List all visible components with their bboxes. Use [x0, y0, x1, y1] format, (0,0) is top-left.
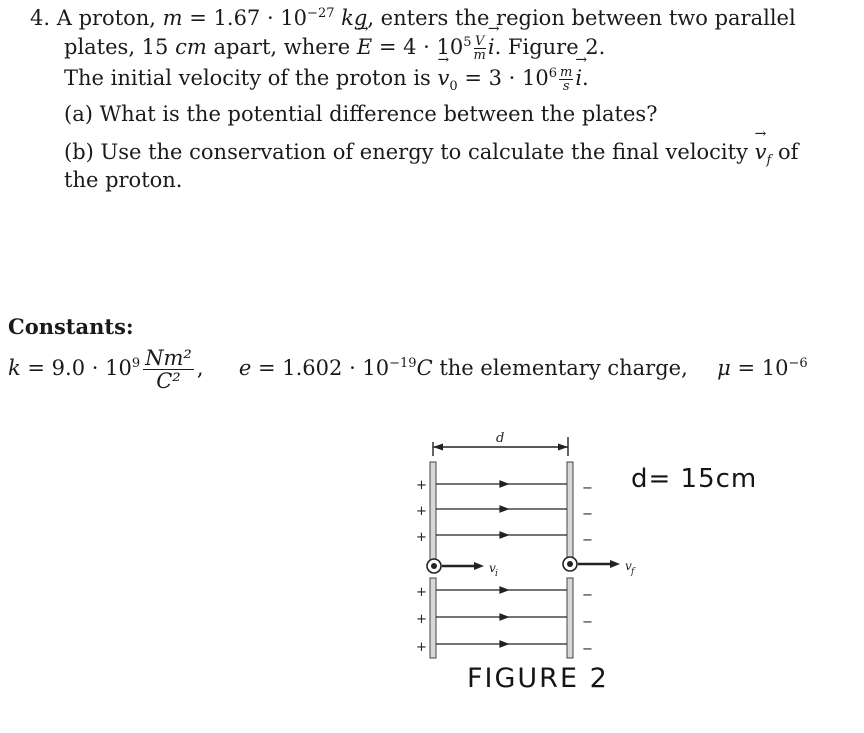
constants-heading: Constants: — [8, 314, 134, 339]
positive-plate-upper — [430, 462, 436, 560]
field-arrow — [500, 532, 508, 538]
plus-sign: + — [416, 585, 427, 600]
part-b-line-1: (b) Use the conservation of energy to calculate the final velocity → $v_f$ of — [64, 140, 798, 164]
problem-line-1: 4. A proton, $m = 1.67 \cdot 10^{-27}$ kg, enters the region between two parallel — [30, 6, 796, 30]
minus-sign: − — [582, 615, 593, 630]
v-initial-label: v — [489, 561, 496, 575]
v-initial-subscript: i — [495, 569, 498, 579]
coulomb-unit-fraction: $\frac{\text{Nm²}}{\text{C²}}$ — [145, 346, 192, 393]
v-final-subscript: f — [631, 567, 635, 577]
velocity-arrowhead-final — [610, 560, 620, 568]
minus-sign: − — [582, 507, 593, 522]
proton-final-core — [567, 561, 573, 567]
velocity-arrowhead-initial — [474, 562, 484, 570]
initial-velocity-vector: → v — [438, 66, 450, 90]
problem-line-3: The initial velocity of the proton is → $v_0 = 3 \cdot 10^6$ $\frac{m}{s}$ → i. — [64, 66, 589, 93]
plus-sign: + — [416, 612, 427, 627]
minus-sign: − — [582, 481, 593, 496]
part-a: (a) What is the potential difference between the plates? — [64, 102, 658, 126]
constants-line: $k = 9.0 \cdot 10^9$ $\frac{\text{Nm²}}{\text{C²}}$ , $e = 1.602 \cdot 10^{-19}C$ the elementary charge, $\mu = 10^{-6}$ — [8, 346, 808, 393]
part-b-line-2: the proton. — [64, 168, 183, 192]
unit-vector-i: → i — [488, 35, 495, 59]
unit-vector-i: → i — [575, 66, 582, 90]
electric-field-vector: → E — [357, 35, 372, 59]
plus-sign: + — [416, 504, 427, 519]
minus-sign: − — [582, 588, 593, 603]
problem-number: 4. — [30, 6, 51, 30]
plus-sign: + — [416, 640, 427, 655]
d-label: d — [496, 431, 505, 446]
plus-sign: + — [416, 530, 427, 545]
v-final-label: v — [625, 559, 632, 573]
field-arrow — [500, 641, 508, 647]
dimension-arrow-left — [433, 444, 443, 451]
final-velocity-vector: → v — [755, 140, 767, 164]
minus-sign: − — [582, 533, 593, 548]
field-arrow — [500, 614, 508, 620]
unit-fraction-m-per-s: $\frac{m}{s}$ — [560, 65, 573, 94]
positive-plate-lower — [430, 578, 436, 658]
plus-sign: + — [416, 478, 427, 493]
figure-caption: FIGURE 2 — [467, 663, 609, 694]
proton-initial-core — [431, 563, 437, 569]
minus-sign: − — [582, 642, 593, 657]
negative-plate-upper — [567, 462, 573, 560]
field-arrow — [500, 481, 508, 487]
negative-plate-lower — [567, 578, 573, 658]
unit-fraction-v-per-m: $\frac{V}{m}$ — [473, 34, 486, 63]
problem-line-2: plates, 15 cm apart, where → $E = 4 \cdot 10^5$ $\frac{V}{m}$ → i. Figure 2. — [64, 35, 605, 62]
handwritten-distance-note: d= 15cm — [631, 464, 758, 494]
field-arrow — [500, 506, 508, 512]
dimension-arrow-right — [558, 444, 568, 451]
field-arrow — [500, 587, 508, 593]
